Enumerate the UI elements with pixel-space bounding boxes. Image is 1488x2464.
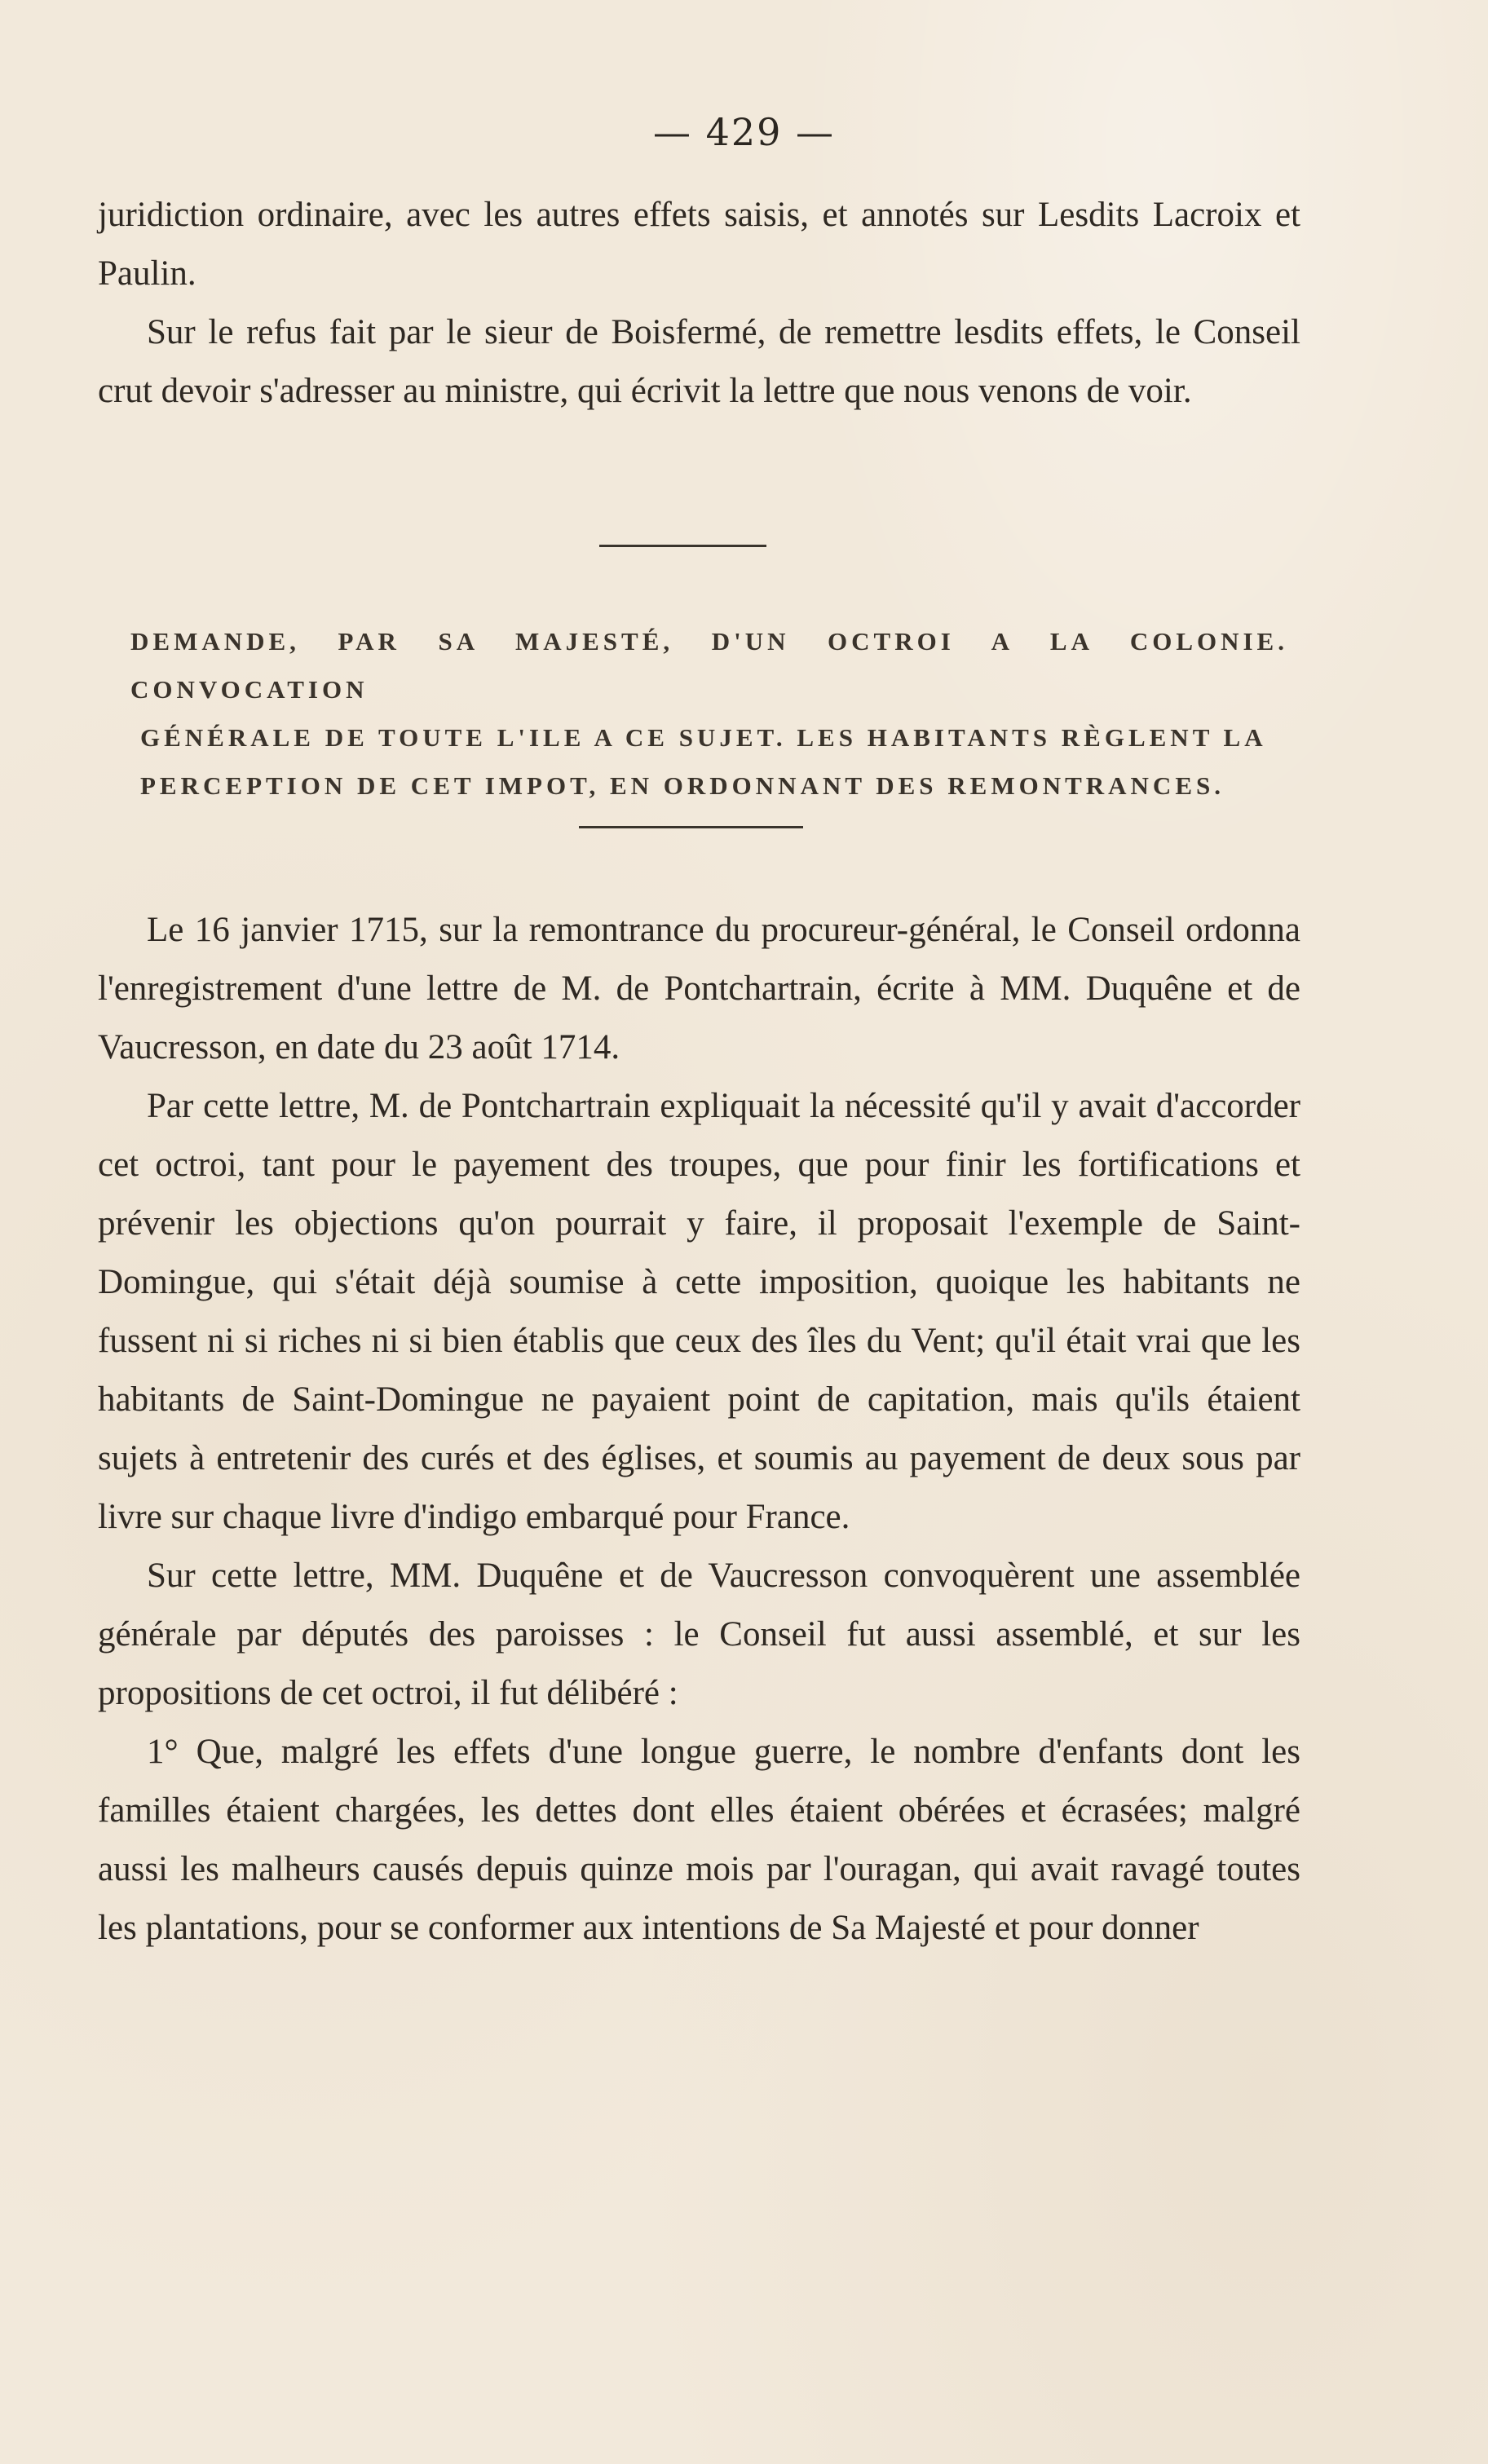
- heading-line: PERCEPTION DE CET IMPOT, EN ORDONNANT DES REMONTRANCES.: [140, 771, 1225, 800]
- page-number: — 429 —: [652, 110, 836, 154]
- section-heading: [130, 617, 1288, 810]
- paragraph: Le 16 janvier 1715, sur la remontrance du procureur-général, le Conseil ordonna l'enregistrement d'une lettre de M. de Pontchartrain, écrite à MM. Duquêne et de Vaucresson, en date du 23 août 1714.: [98, 911, 1300, 1066]
- heading-line: GÉNÉRALE DE TOUTE L'ILE A CE SUJET. LES HABITANTS RÈGLENT LA: [140, 723, 1267, 752]
- main-text-block: [98, 901, 1300, 1958]
- paragraph: Sur le refus fait par le sieur de Boisfermé, de remettre lesdits effets, le Conseil crut devoir s'adresser au ministre, qui écrivit la lettre que nous venons de voir.: [98, 313, 1300, 410]
- top-text-block: [98, 186, 1300, 421]
- paragraph: Sur cette lettre, MM. Duquêne et de Vaucresson convoquèrent une assemblée générale par députés des paroisses : le Conseil fut aussi assemblé, et sur les propositions de cet octroi, il fut délibéré :: [98, 1557, 1300, 1712]
- separator-rule: [599, 545, 766, 547]
- separator-rule: [579, 826, 803, 828]
- paragraph: 1° Que, malgré les effets d'une longue guerre, le nombre d'enfants dont les familles étaient chargées, les dettes dont elles étaient obérées et écrasées; malgré aussi les malheurs causés depuis quinze mois par l'ouragan, qui avait ravagé toutes les plantations, pour se conformer aux intentions de Sa Majesté et pour donner: [98, 1733, 1300, 1947]
- paragraph: Par cette lettre, M. de Pontchartrain expliquait la nécessité qu'il y avait d'accorder cet octroi, tant pour le payement des troupes, que pour finir les fortifications et prévenir les objections qu'on pourrait y faire, il proposait l'exemple de Saint-Domingue, qui s'était déjà soumise à cette imposition, quoique les habitants ne fussent ni si riches ni si bien établis que ceux des îles du Vent; qu'il était vrai que les habitants de Saint-Domingue ne payaient point de capitation, mais qu'ils étaient sujets à entretenir des curés et des églises, et soumis au payement de deux sous par livre sur chaque livre d'indigo embarqué pour France.: [98, 1087, 1300, 1536]
- paragraph: juridiction ordinaire, avec les autres effets saisis, et annotés sur Lesdits Lacroix et Paulin.: [98, 196, 1300, 293]
- heading-line: DEMANDE, PAR SA MAJESTÉ, D'UN OCTROI A LA COLONIE. CONVOCATION: [130, 627, 1288, 704]
